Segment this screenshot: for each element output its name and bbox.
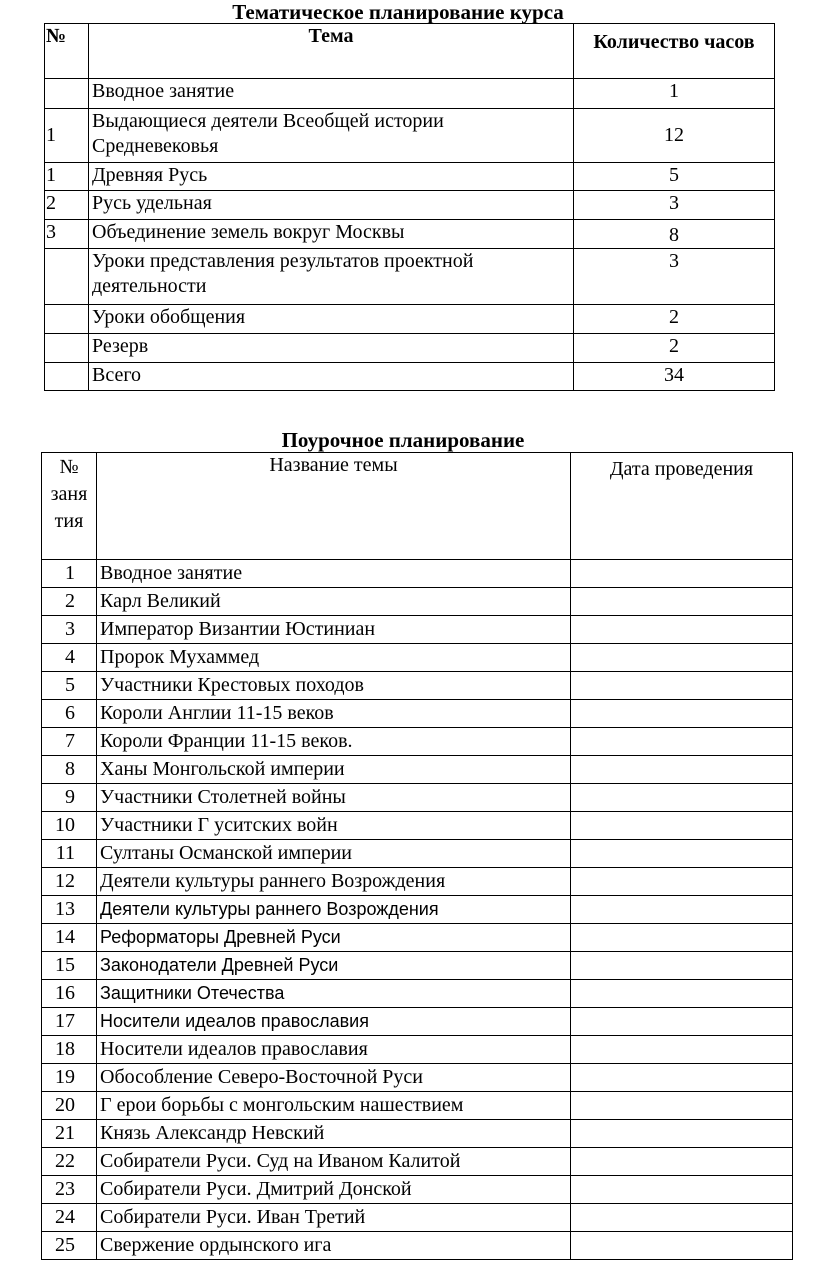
lesson-date [571, 1120, 793, 1148]
lesson-number: 19 [42, 1064, 97, 1092]
table-row [42, 1232, 793, 1260]
table-row [42, 644, 793, 672]
lesson-date [571, 952, 793, 980]
lesson-number: 18 [42, 1036, 97, 1064]
lesson-topic: Ханы Монгольской империи [97, 756, 571, 784]
lesson-topic: Князь Александр Невский [97, 1120, 571, 1148]
row-number [45, 334, 89, 363]
row-hours: 2 [574, 334, 775, 363]
thematic-header-row [45, 24, 775, 79]
lesson-number: 16 [42, 980, 97, 1008]
lesson-topic: Деятели культуры раннего Возрождения [97, 896, 571, 924]
header-hours: Количество часов [574, 24, 775, 79]
lesson-date [571, 812, 793, 840]
table-row [42, 616, 793, 644]
row-topic: Уроки обобщения [89, 305, 574, 334]
row-number: 1 [45, 163, 89, 191]
lesson-header-row [42, 453, 793, 560]
row-number: 1 [45, 109, 89, 163]
lesson-date [571, 896, 793, 924]
lesson-date [571, 784, 793, 812]
lesson-topic: Законодатели Древней Руси [97, 952, 571, 980]
lesson-topic: Собиратели Руси. Суд на Иваном Калитой [97, 1148, 571, 1176]
lesson-topic: Вводное занятие [97, 560, 571, 588]
row-hours: 2 [574, 305, 775, 334]
lesson-number: 1 [42, 560, 97, 588]
lesson-topic: Защитники Отечества [97, 980, 571, 1008]
lesson-topic: Император Византии Юстиниан [97, 616, 571, 644]
table-row [42, 1120, 793, 1148]
header-date: Дата проведения [571, 453, 793, 560]
row-number [45, 79, 89, 109]
row-topic: Древняя Русь [89, 163, 574, 191]
row-number: 3 [45, 220, 89, 249]
lesson-number: 25 [42, 1232, 97, 1260]
lesson-topic: Султаны Османской империи [97, 840, 571, 868]
table-row [42, 1148, 793, 1176]
row-topic: Русь удельная [89, 191, 574, 220]
lesson-date [571, 1092, 793, 1120]
lesson-topic: Носители идеалов православия [97, 1008, 571, 1036]
header-topic: Тема [89, 24, 574, 79]
table-row [45, 191, 775, 220]
lesson-number: 20 [42, 1092, 97, 1120]
thematic-plan-title: Тематическое планирование курса [232, 0, 564, 24]
table-row [42, 560, 793, 588]
lesson-rows [42, 560, 793, 1260]
lesson-number: 12 [42, 868, 97, 896]
table-row [42, 1176, 793, 1204]
lesson-date [571, 672, 793, 700]
lesson-date [571, 1008, 793, 1036]
lesson-topic: Короли Англии 11-15 веков [97, 700, 571, 728]
header-lesson-number: № заня тия [42, 453, 97, 560]
lesson-date [571, 588, 793, 616]
table-row [45, 249, 775, 305]
lesson-date [571, 756, 793, 784]
row-topic: Всего [89, 363, 574, 391]
table-row [42, 840, 793, 868]
lesson-number: 6 [42, 700, 97, 728]
table-row [45, 305, 775, 334]
lesson-date [571, 700, 793, 728]
thematic-plan-table [44, 23, 775, 391]
table-row [42, 1092, 793, 1120]
row-number [45, 363, 89, 391]
lesson-topic: Участники Столетней войны [97, 784, 571, 812]
lesson-topic: Участники Крестовых походов [97, 672, 571, 700]
row-topic: Вводное занятие [89, 79, 574, 109]
table-row [42, 924, 793, 952]
lesson-date [571, 924, 793, 952]
lesson-number: 8 [42, 756, 97, 784]
lesson-number: 13 [42, 896, 97, 924]
table-row [42, 1036, 793, 1064]
table-row [42, 1008, 793, 1036]
lesson-number: 9 [42, 784, 97, 812]
lesson-number: 4 [42, 644, 97, 672]
table-row [42, 812, 793, 840]
header-number: № [45, 24, 89, 79]
row-topic: Выдающиеся деятели Всеобщей истории Средневековья [89, 109, 574, 163]
lesson-topic: Карл Великий [97, 588, 571, 616]
lesson-number: 14 [42, 924, 97, 952]
lesson-topic: Носители идеалов православия [97, 1036, 571, 1064]
lesson-date [571, 560, 793, 588]
lesson-date [571, 1204, 793, 1232]
row-hours: 3 [574, 191, 775, 220]
row-number: 2 [45, 191, 89, 220]
table-row [42, 588, 793, 616]
lesson-date [571, 1232, 793, 1260]
table-row [45, 109, 775, 163]
lesson-topic: Г ерои борьбы с монгольским нашествием [97, 1092, 571, 1120]
lesson-date [571, 644, 793, 672]
lesson-date [571, 868, 793, 896]
row-topic: Уроки представления результатов проектной деятельности [89, 249, 574, 305]
row-topic: Объединение земель вокруг Москвы [89, 220, 574, 249]
lesson-number: 22 [42, 1148, 97, 1176]
lesson-topic: Короли Франции 11-15 веков. [97, 728, 571, 756]
lesson-number: 5 [42, 672, 97, 700]
header-topic-name: Название темы [97, 453, 571, 560]
lesson-number: 17 [42, 1008, 97, 1036]
lesson-date [571, 616, 793, 644]
lesson-topic: Деятели культуры раннего Возрождения [97, 868, 571, 896]
row-hours: 1 [574, 79, 775, 109]
lesson-date [571, 1036, 793, 1064]
lesson-date [571, 1148, 793, 1176]
lesson-topic: Свержение ордынского ига [97, 1232, 571, 1260]
lesson-number: 15 [42, 952, 97, 980]
table-row [42, 896, 793, 924]
lesson-topic: Реформаторы Древней Руси [97, 924, 571, 952]
lesson-date [571, 728, 793, 756]
lesson-date [571, 1176, 793, 1204]
lesson-date [571, 840, 793, 868]
lesson-topic: Собиратели Руси. Иван Третий [97, 1204, 571, 1232]
table-row [42, 952, 793, 980]
row-hours: 5 [574, 163, 775, 191]
lesson-number: 3 [42, 616, 97, 644]
table-row [42, 868, 793, 896]
row-number [45, 305, 89, 334]
table-row [45, 220, 775, 249]
table-row [42, 1204, 793, 1232]
row-hours: 8 [574, 220, 775, 249]
row-topic: Резерв [89, 334, 574, 363]
table-row [42, 756, 793, 784]
table-row [45, 334, 775, 363]
lesson-number: 24 [42, 1204, 97, 1232]
row-number [45, 249, 89, 305]
lesson-number: 23 [42, 1176, 97, 1204]
table-row [45, 363, 775, 391]
lesson-date [571, 980, 793, 1008]
lesson-date [571, 1064, 793, 1092]
table-row [42, 700, 793, 728]
lesson-number: 11 [42, 840, 97, 868]
row-hours: 3 [574, 249, 775, 305]
lesson-number: 7 [42, 728, 97, 756]
lesson-topic: Участники Г уситских войн [97, 812, 571, 840]
lesson-topic: Пророк Мухаммед [97, 644, 571, 672]
lesson-number: 21 [42, 1120, 97, 1148]
lesson-plan-title: Поурочное планирование [281, 428, 525, 452]
table-row [45, 163, 775, 191]
table-row [42, 672, 793, 700]
lesson-number: 2 [42, 588, 97, 616]
table-row [42, 980, 793, 1008]
lesson-topic: Обособление Северо-Восточной Руси [97, 1064, 571, 1092]
lesson-topic: Собиратели Руси. Дмитрий Донской [97, 1176, 571, 1204]
lesson-plan-table [41, 452, 793, 1260]
table-row [42, 784, 793, 812]
table-row [42, 1064, 793, 1092]
table-row [45, 79, 775, 109]
row-hours: 12 [574, 109, 775, 163]
row-hours: 34 [574, 363, 775, 391]
table-row [42, 728, 793, 756]
lesson-number: 10 [42, 812, 97, 840]
